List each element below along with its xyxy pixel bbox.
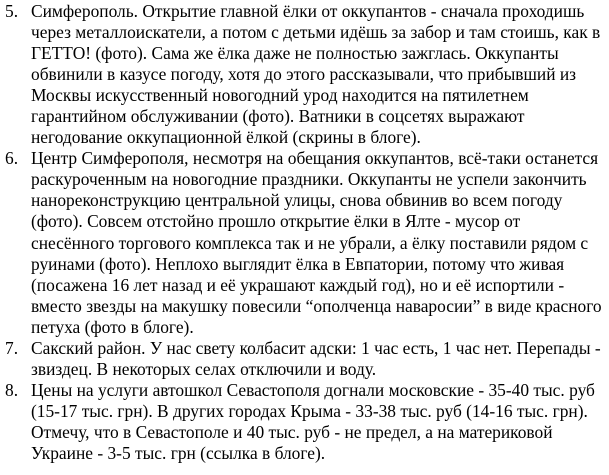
text-line: (15-17 тыс. грн). В других городах Крыма - 33-38 тыс. руб (14-16 тыс. грн). [31,400,588,421]
text-line: вместо звезды на макушку повесили “ополченца наваросии” в виде красного [31,295,602,316]
item-text [31,148,607,337]
list-item [0,148,609,337]
item-number: 8. [5,379,19,400]
text-line: Симферополь. Открытие главной ёлки от оккупантов - сначала проходишь [31,1,585,21]
list-item [0,338,609,380]
numbered-list [0,1,609,464]
text-line: Центр Симферополя, несмотря на обещания оккупантов, всё-таки останется [31,148,599,169]
item-number: 7. [5,337,19,358]
text-line: звиздец. В некоторых селах отключили и воду. [31,358,377,379]
text-line: Москвы искусственный новогодний урод находится на пятилетнем [31,85,529,106]
text-line: Цены на услуги автошкол Севастополя догнали московские - 35-40 тыс. руб [31,379,595,400]
item-text [31,1,607,148]
text-line: руинами (фото). Неплохо выглядит ёлка в Евпатории, потому что живая [31,253,565,274]
list-item [0,380,609,464]
text-line: наноpеконструкцию центральной улицы, снова обвинив во всем погоду [31,190,563,211]
text-line: Украине - 3-5 тыс. грн (ссылка в блоге). [31,442,326,463]
text-line: (посажена 16 лет назад и её украшают каждый год), но и её испортили - [31,274,565,295]
text-line: через металлоискатели, а потом с детьми идёшь за забор и там стоишь, как в [31,22,601,43]
text-line: снесённого торгового комплекса так и не убрали, а ёлку поставили рядом с [31,232,589,253]
item-number: 5. [5,1,19,21]
item-number: 6. [5,148,19,169]
text-line: Сакский район. У нас свету колбасит адски: 1 час есть, 1 час нет. Перепады - [31,337,601,358]
text-line: обвинили в казусе погоду, хотя до этого рассказывали, что прибывший из [31,64,577,85]
item-text [31,338,607,380]
text-line: ГЕТТО! (фото). Сама же ёлка даже не полностью зажглась. Оккупанты [31,43,559,64]
text-line: раскуроченным на новогодние праздники. Оккупанты не успели закончить [31,169,587,190]
text-line: Отмечу, что в Севастополе и 40 тыс. руб - не предел, а на материковой [31,421,553,442]
list-item [0,1,609,148]
text-line: петуха (фото в блоге). [31,316,194,337]
text-line: негодование оккупационной ёлкой (скрины в блоге). [31,127,421,148]
text-line: (фото). Совсем отстойно прошло открытие ёлки в Ялте - мусор от [31,211,521,232]
text-line: гарантийном обслуживании (фото). Ватники в соцсетях выражают [31,106,525,127]
item-text [31,380,607,464]
